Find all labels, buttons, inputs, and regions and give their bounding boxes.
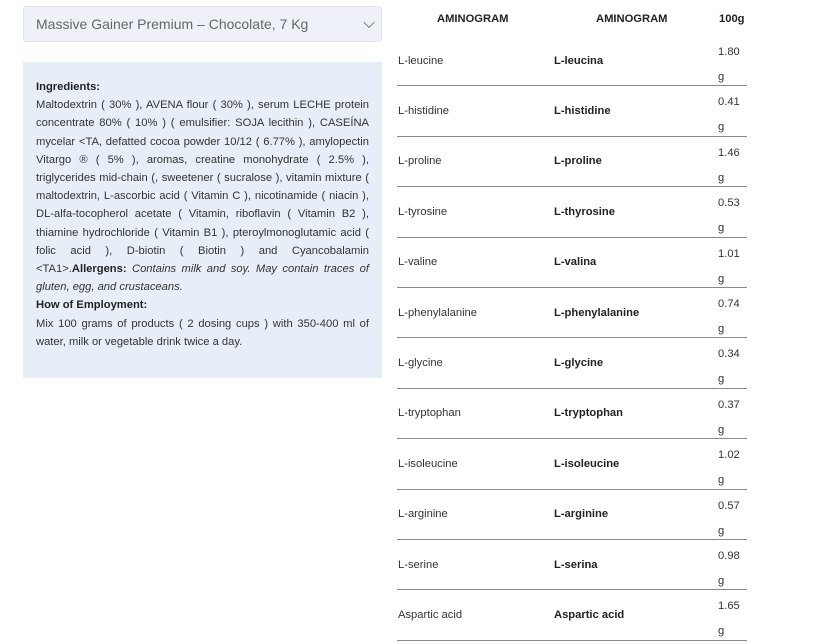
amino-name-en: L-glycine — [398, 357, 443, 370]
product-select-value: Massive Gainer Premium – Chocolate, 7 Kg — [36, 16, 309, 32]
aminogram-rows — [397, 36, 747, 641]
table-row — [397, 590, 747, 640]
amino-amount-unit: g — [718, 625, 725, 638]
amino-name-en: L-histidine — [398, 105, 449, 118]
table-row — [397, 439, 747, 489]
aminogram-header-amount: 100g — [719, 13, 745, 25]
amino-amount-unit: g — [718, 121, 725, 134]
amino-amount — [718, 90, 748, 140]
amino-name-en: L-leucine — [398, 54, 444, 67]
amino-name-en: Aspartic acid — [398, 608, 463, 621]
amino-name-es: L-phenylalanine — [554, 306, 640, 319]
amino-amount — [718, 443, 748, 493]
amino-amount-value: 1.02 — [718, 449, 740, 462]
allergens-text: Contains milk and soy. May contain traces of gluten, egg, and crustaceans. — [36, 263, 370, 294]
amino-amount-value: 0.34 — [718, 348, 740, 361]
amino-amount-unit: g — [718, 474, 725, 487]
chevron-down-icon — [363, 17, 374, 28]
amino-amount-unit: g — [718, 171, 725, 184]
amino-amount — [718, 494, 748, 544]
employment-text: Mix 100 grams of products ( 2 dosing cups ) with 350-400 ml of water, milk or vegetable drink twice a day. — [36, 317, 369, 348]
amino-amount-unit: g — [718, 222, 725, 235]
amino-name-es: L-proline — [554, 155, 602, 168]
amino-name-en: L-tyrosine — [398, 205, 448, 218]
amino-amount — [718, 40, 748, 90]
amino-amount-value: 0.57 — [718, 499, 740, 512]
amino-amount-value: 1.65 — [718, 600, 740, 613]
amino-name-es: L-tryptophan — [554, 407, 623, 420]
amino-name-en: L-arginine — [398, 508, 448, 521]
table-row — [397, 389, 747, 439]
amino-amount — [718, 544, 748, 594]
amino-amount-value: 1.80 — [718, 46, 740, 58]
table-row — [397, 288, 747, 338]
amino-name-es: L-serina — [554, 558, 598, 571]
amino-name-es: L-isoleucine — [554, 457, 620, 470]
allergens-label: Allergens: — [71, 263, 127, 276]
amino-amount-unit: g — [718, 524, 725, 537]
amino-amount-value: 1.46 — [718, 146, 740, 159]
amino-name-es: L-leucina — [554, 54, 604, 67]
amino-name-en: L-phenylalanine — [398, 306, 477, 319]
aminogram-header-row — [397, 0, 747, 36]
table-row — [397, 540, 747, 590]
amino-amount — [718, 242, 748, 292]
product-select[interactable] — [23, 6, 382, 42]
amino-name-es: L-histidine — [554, 105, 611, 118]
amino-name-es: Aspartic acid — [554, 608, 625, 621]
amino-amount-unit: g — [718, 71, 725, 83]
amino-amount-value: 0.98 — [718, 549, 740, 562]
amino-amount — [718, 342, 748, 392]
ingredients-list: Maltodextrin ( 30% ), AVENA flour ( 30% ), serum LECHE protein concentrate 80% ( 10% ) ( emulsifier: SOJA lecithin ), CASEÍNA mycelar <TA, defatted cocoa powder 10/12 ( 6.77% ), amylopectin Vitargo ® ( 5% ), aromas, creatine monohydrate ( 2.5% ), triglycerides mid-chain (, sweetener ( sucralose ), vitamin mixture ( maltodextrin, L-ascorbic acid ( Vitamin C ), nicotinamide ( niacin ), DL-alfa-tocopherol acetate ( Vitamin, riboflavin ( Vitamin B2 ), thiamine hydrochloride ( Vitamin B1 ), pteroylmonoglutamic acid ( folic acid ), D-biotin ( Biotin ) and Cyancobalamin <TA1>. — [36, 99, 369, 276]
table-row — [397, 187, 747, 237]
amino-name-es: L-arginine — [554, 508, 609, 521]
amino-amount-value: 1.01 — [718, 247, 740, 260]
aminogram-table — [397, 0, 747, 641]
table-row — [397, 86, 747, 136]
amino-amount-value: 0.53 — [718, 197, 740, 210]
employment-heading: How of Employment: — [36, 299, 148, 312]
ingredients-text — [36, 96, 369, 296]
amino-amount-unit: g — [718, 423, 725, 436]
amino-amount-value: 0.37 — [718, 398, 740, 411]
amino-amount-unit: g — [718, 272, 725, 285]
amino-name-en: L-isoleucine — [398, 457, 458, 470]
table-row — [397, 490, 747, 540]
amino-name-en: L-tryptophan — [398, 407, 461, 420]
table-row — [397, 137, 747, 187]
amino-name-es: L-thyrosine — [554, 205, 615, 218]
amino-amount-unit: g — [718, 373, 725, 386]
amino-amount — [718, 141, 748, 191]
amino-amount-unit: g — [718, 574, 725, 587]
amino-amount-unit: g — [718, 322, 725, 335]
amino-amount — [718, 191, 748, 241]
amino-amount-value: 0.41 — [718, 96, 740, 109]
aminogram-header-es: AMINOGRAM — [596, 13, 668, 25]
amino-name-en: L-valine — [398, 256, 438, 269]
amino-name-en: L-proline — [398, 155, 442, 168]
amino-amount — [718, 292, 748, 342]
amino-amount — [718, 594, 748, 644]
table-row — [397, 338, 747, 388]
product-info-panel — [23, 62, 382, 378]
amino-name-en: L-serine — [398, 558, 439, 571]
table-row — [397, 238, 747, 288]
amino-amount-value: 0.74 — [718, 297, 740, 310]
aminogram-header-en: AMINOGRAM — [437, 13, 509, 25]
amino-name-es: L-valina — [554, 256, 597, 269]
amino-amount — [718, 393, 748, 443]
ingredients-heading: Ingredients: — [36, 81, 101, 93]
table-row — [397, 36, 747, 86]
amino-name-es: L-glycine — [554, 357, 604, 370]
